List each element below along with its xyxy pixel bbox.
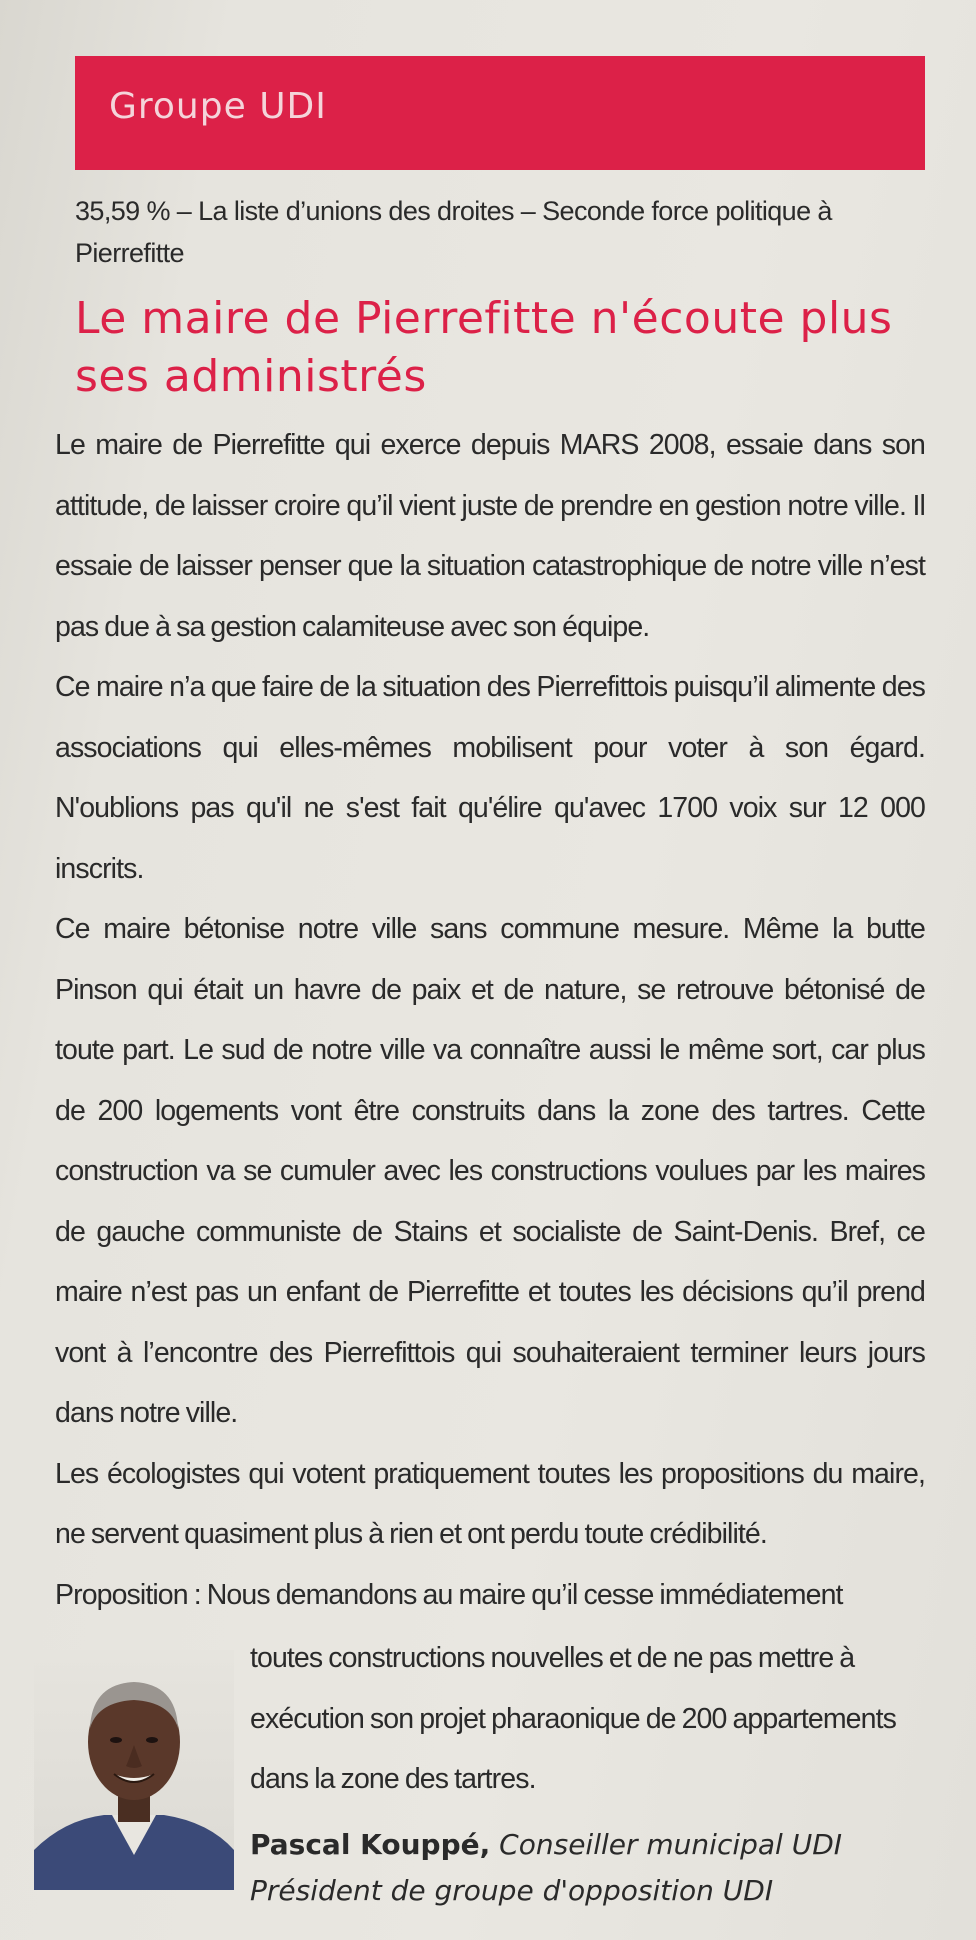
article-body xyxy=(55,415,925,1625)
paragraph: Le maire de Pierrefitte qui exerce depuis MARS 2008, essaie dans son attitude, de laisser croire qu’il vient juste de prendre en gestion notre ville. Il essaie de laisser penser que la situation catastrophique de notre ville n’est pas due à sa gestion calamiteuse avec son équipe. xyxy=(55,429,925,643)
section-banner xyxy=(75,56,925,170)
proposition-continued: toutes constructions nouvelles et de ne pas mettre à exécution son projet pharaonique de 200 appartements dans la zone des tartres. xyxy=(250,1642,896,1795)
paragraph: Les écologistes qui votent pratiquement toutes les propositions du maire, ne servent quasiment plus à rien et ont perdu toute crédibilité. xyxy=(55,1457,925,1550)
paragraph: Ce maire n’a que faire de la situation des Pierrefittois puisqu’il alimente des associations qui elles-mêmes mobilisent pour voter à son égard. N'oublions pas qu'il ne s'est fait qu'élire qu'avec 1700 voix sur 12 000 inscrits. xyxy=(55,671,925,885)
author-role: Président de groupe d'opposition UDI xyxy=(250,1874,774,1907)
article-headline: Le maire de Pierrefitte n'écoute plus ses administrés xyxy=(75,293,893,402)
banner-title: Groupe UDI xyxy=(109,86,327,127)
paragraph: Proposition : Nous demandons au maire qu’il cesse immédiatement xyxy=(55,1578,843,1611)
paragraph: Ce maire bétonise notre ville sans commune mesure. Même la butte Pinson qui était un havre de paix et de nature, se retrouve bétonisé de toute part. Le sud de notre ville va connaître aussi le même sort, car plus de 200 logements vont être construits dans la zone des tartres. Cette construction va se cumuler avec les constructions voulues par les maires de gauche communiste de Stains et socialiste de Saint-Denis. Bref, ce maire n’est pas un enfant de Pierrefitte et toutes les décisions qu’il prend vont à l’encontre des Pierrefittois qui souhaiteraient terminer leurs jours dans notre ville. xyxy=(55,913,925,1429)
portrait-photo-icon xyxy=(34,1650,234,1890)
signature-block xyxy=(250,1822,950,1914)
author-name: Pascal Kouppé, xyxy=(250,1828,491,1861)
author-title: Conseiller municipal UDI xyxy=(499,1828,843,1861)
election-result-subtitle: 35,59 % – La liste d’unions des droites – Seconde force politique à Pierrefitte xyxy=(75,196,832,268)
